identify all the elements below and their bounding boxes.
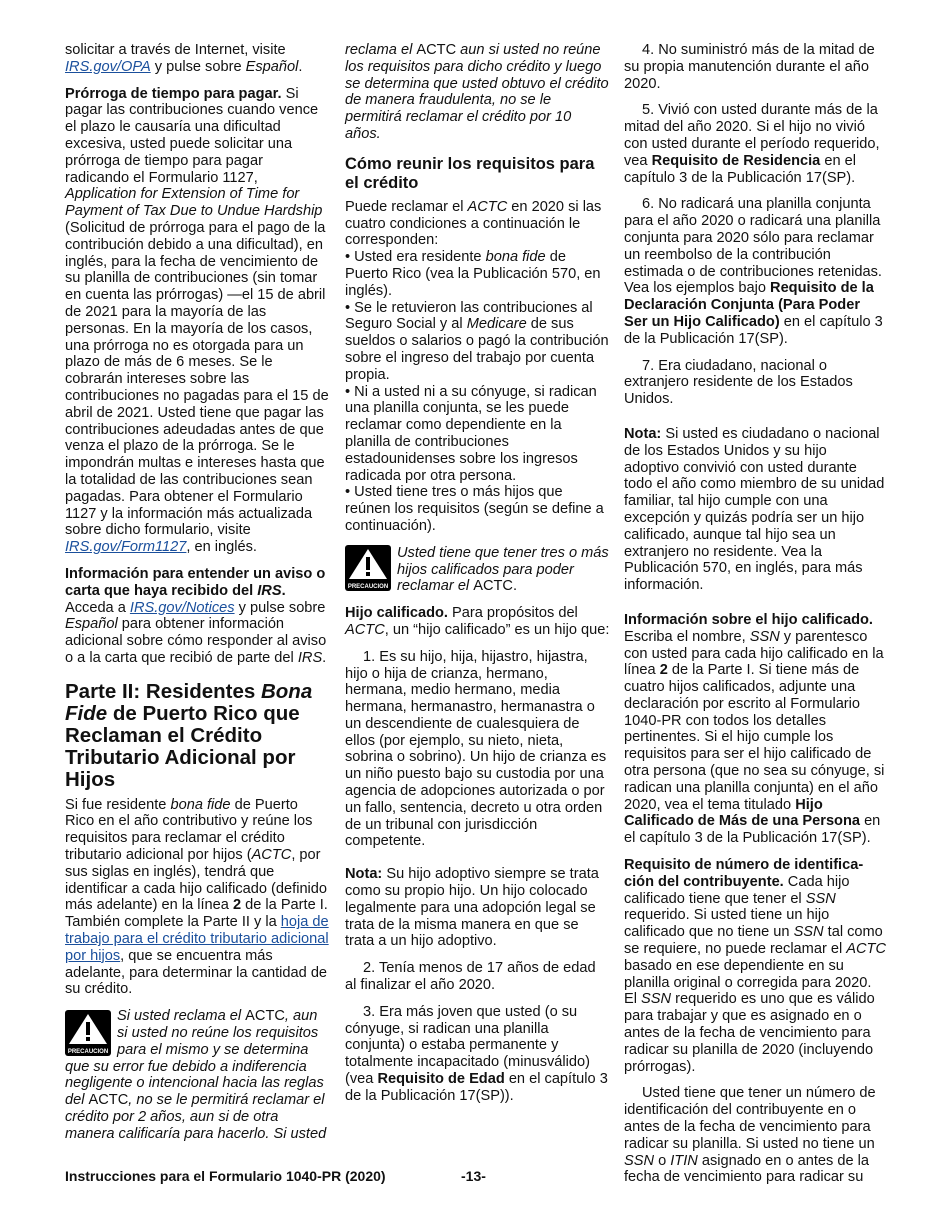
page-number: -13- bbox=[461, 1168, 486, 1184]
caution-icon bbox=[65, 1010, 111, 1056]
column-1 bbox=[65, 42, 330, 1153]
list-item: 6. No radicará una planilla conjunta para el año 2020 o radicará una planilla conjunta para 2020 sólo para reclamar un reembolso de la contribución estimada o de contribuciones retenidas. Vea los ejemplos bajo Requisito de la Declaración Conjunta (Para Poder Ser un Hijo Calificado) en el capítulo 3 de la Publicación 17(SP). bbox=[624, 196, 883, 347]
list-item: 3. Era más joven que usted (o su cónyuge, si radican una planilla conjunta) o estaba permanente y totalmente incapacitado (minusválido) (vea Requisito de Edad en el capítulo 3 de la Publicación 17(SP)). bbox=[345, 1003, 608, 1104]
footer-title: Instrucciones para el Formulario 1040-PR (2020) bbox=[65, 1168, 386, 1184]
tin-requirement-paragraph: Requisito de número de identificación del contribuyente. Cada hijo calificado tiene que tener el SSN requerido. Si usted tiene un hijo calificado que no tiene un SSN tal como se requiere, no puede reclamar el ACTC basado en ese dependiente en su planilla original o corregida para 2020. El SSN requerido es uno que es válido para trabajar y que es asignado en o antes de la fecha de vencimiento para radicar su planilla de 2020 (incluyendo prórrogas). bbox=[624, 857, 887, 1075]
caution-icon bbox=[345, 545, 391, 591]
list-item: 7. Era ciudadano, nacional o extranjero residente de los Estados Unidos. bbox=[624, 357, 853, 408]
caution-continuation: reclama el ACTC aun si usted no reúne los requisitos para dicho crédito y luego se determina que usted obtuvo el crédito de manera fraudulenta, no se le permitirá reclamar el crédito por 10 años. bbox=[345, 42, 609, 142]
qualifying-child-paragraph: Hijo calificado. Para propósitos del ACTC, un “hijo calificado” es un hijo que: bbox=[345, 605, 610, 638]
caution-note-1: PRECAUCION Si usted reclama el ACTC, aun si usted no reúne los requisitos para el mismo y se determina que su error fue debido a indiferencia negligente o intencional hacia las reglas del ACTC, no se le permitirá reclamar el crédito por 2 años, aun si de otra manera calificaría para hacerlo. Si usted bbox=[65, 1008, 327, 1142]
bullet-item: • Ni a usted ni a su cónyuge, si radican una planilla conjunta, se les puede reclamar como dependiente en la planilla de contribuciones estadounidenses sobre los ingresos radicada por otra persona. bbox=[345, 383, 597, 484]
list-item: 5. Vivió con usted durante más de la mitad del año 2020. Si el hijo no vivió con usted durante el período requerido, vea Requisito de Residencia en el capítulo 3 de la Publicación 17(SP). bbox=[624, 102, 880, 186]
form1127-link[interactable]: IRS.gov/Form1127 bbox=[65, 539, 187, 556]
opa-paragraph: solicitar a través de Internet, visite IRS.gov/OPA y pulse sobre Español. bbox=[65, 42, 303, 75]
notice-heading: Información para entender un aviso o carta que haya recibido del IRS. bbox=[65, 565, 326, 599]
tin-deadline-paragraph: Usted tiene que tener un número de identificación del contribuyente en o antes de la fecha de vencimiento para radicar su planilla. Si usted no tiene un SSN o ITIN asignado en o antes de la fecha de vencimiento para radicar su bbox=[624, 1085, 876, 1186]
actc-worksheet-link[interactable]: hoja de trabajo para el crédito tributario adicional por hijos bbox=[65, 914, 329, 964]
requirements-heading: Cómo reunir los requisitos para el crédito bbox=[345, 154, 595, 192]
column-2 bbox=[345, 42, 610, 1115]
bullet-item: • Usted era residente bona fide de Puerto Rico (vea la Publicación 570, en inglés). bbox=[345, 249, 601, 299]
list-item: 2. Tenía menos de 17 años de edad al finalizar el año 2020. bbox=[345, 960, 596, 994]
list-item: 1. Es su hijo, hija, hijastro, hijastra, hijo o hija de crianza, hermano, hermana, medio hermano, media hermana, hermanastro, hermanastra o un descendiente de cualesquiera de ellos (por ejemplo, su nieto, nieta, sobrina o sobrino). Un hijo de crianza es un niño puesto bajo su custodia por una agencia de adopciones autorizada o por un fallo, sentencia, decreto u otra orden de un tribunal con jurisdicción competente. bbox=[345, 648, 607, 850]
list-item: 4. No suministró más de la mitad de su propia manutención durante el año 2020. bbox=[624, 42, 875, 92]
irs-notices-link[interactable]: IRS.gov/Notices bbox=[129, 599, 235, 616]
notice-paragraph: Información para entender un aviso o carta que haya recibido del IRS. Acceda a IRS.gov/Notices y pulse sobre Español para obtener información adicional sobre cómo responder al aviso o a la carta que recibió de parte del IRS. bbox=[65, 565, 327, 666]
part-ii-heading: Parte II: Residentes Bona Fide de Puerto Rico que Reclaman el Crédito Tributario Adicional por Hijos bbox=[65, 679, 313, 791]
irs-opa-link[interactable]: IRS.gov/OPA bbox=[65, 58, 151, 75]
extension-heading: Prórroga de tiempo para pagar. bbox=[65, 85, 282, 102]
page-footer bbox=[65, 1168, 885, 1185]
svg-text:PRECAUCION: PRECAUCION bbox=[347, 583, 389, 590]
column-3 bbox=[624, 42, 886, 1196]
caution-note-2: PRECAUCION Usted tiene que tener tres o más hijos calificados para poder reclamar el ACTC. bbox=[345, 545, 610, 595]
svg-text:PRECAUCION: PRECAUCION bbox=[67, 1049, 109, 1056]
requirements-intro: Puede reclamar el ACTC en 2020 si las cuatro condiciones a continuación le corresponden: bbox=[345, 198, 602, 249]
bullet-item: • Usted tiene tres o más hijos que reúnen los requisitos (según se define a continuación). bbox=[345, 484, 604, 534]
extension-paragraph: Prórroga de tiempo para pagar. Si pagar las contribuciones cuando vence el plazo le causaría una dificultad excesiva, usted puede solicitar una prórroga de tiempo para pagar radicando el Formulario 1127, Application for Extension of Time for Payment of Tax Due to Undue Hardship (Solicitud de prórroga para el pago de la contribución debido a una dificultad), en inglés, para la fecha de vencimiento de su planilla de contribuciones (sin tomar en cuenta las prórrogas) —el 15 de abril de 2021 para la mayoría de las personas. En la mayoría de los casos, una prórroga no es otorgada para un plazo de más de 6 meses. Se le cobrarán intereses sobre las contribuciones no pagadas para el 15 de abril de 2021. Usted tiene que pagar las contribuciones adeudadas antes de que venza el plazo de la prórroga. Se le impondrán multas e intereses hasta que la totalidad de las contribuciones sean pagadas. Para obtener el Formulario 1127 y la información más actualizada sobre dicho formulario, visite IRS.gov/Form1127, en inglés. bbox=[65, 85, 329, 556]
part-ii-intro: Si fue residente bona fide de Puerto Rico en el año contributivo y reúne los requisitos para reclamar el crédito tributario adicional por hijos (ACTC, por sus siglas en inglés), tendrá que identificar a cada hijo calificado (definido más adelante) en la línea 2 de la Parte I. También complete la Parte II y la hoja de trabajo para el crédito tributario adicional por hijos, que se encuentra más adelante, para determinar la cantidad de su crédito. bbox=[65, 796, 329, 998]
note-paragraph: Nota: Su hijo adoptivo siempre se trata como su propio hijo. Un hijo colocado legalmente para una adopción legal se trata de la misma manera en que se trata a un hijo adoptivo. bbox=[345, 866, 599, 950]
note-paragraph: Nota: Si usted es ciudadano o nacional de los Estados Unidos y su hijo adoptivo convivió con usted durante todo el año como miembro de su unidad familiar, tal hijo cumple con una excepción y quizás podría ser un hijo calificado, aunque tal hijo sea un extranjero no residente. Vea la Publicación 570, en inglés, para más información. bbox=[624, 425, 885, 594]
child-info-paragraph: Información sobre el hijo calificado. Escriba el nombre, SSN y parentesco con usted para cada hijo calificado en la línea 2 de la Parte I. Si tiene más de cuatro hijos calificados, adjunte una declaración por escrito al Formulario 1040-PR con todos los detalles pertinentes. Si el hijo cumple los requisitos para ser el hijo calificado de otra persona (que no sea su cónyuge, si radican una planilla conjunta) en el año 2020, vea el tema titulado Hijo Calificado de Más de una Persona en el capítulo 3 de la Publicación 17(SP). bbox=[624, 611, 885, 847]
bullet-item: • Se le retuvieron las contribuciones al Seguro Social y al Medicare de sus sueldos o salarios o pagó la contribución sobre el ingreso del trabajo por cuenta propia. bbox=[345, 299, 609, 383]
